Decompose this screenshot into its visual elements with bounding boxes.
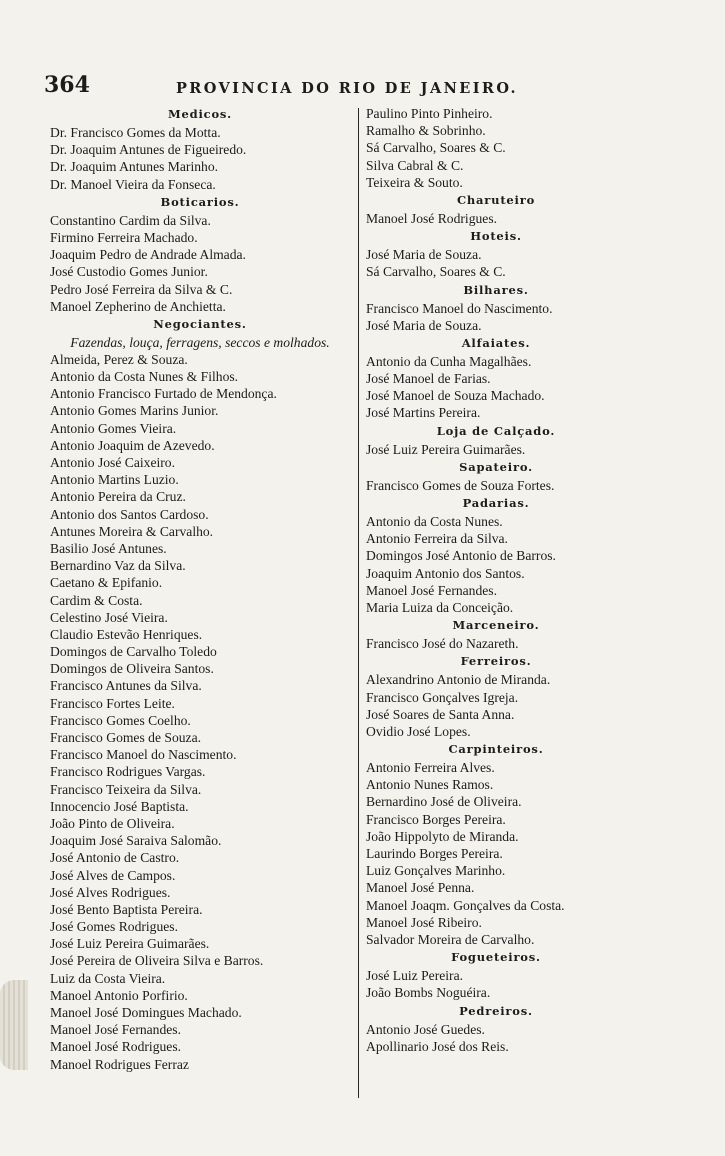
directory-entry: José Luiz Pereira Guimarães. (366, 441, 526, 457)
directory-entry: João Pinto de Oliveira. (50, 815, 175, 831)
directory-entry: Joaquim Antonio dos Santos. (366, 565, 525, 581)
directory-entry: José Gomes Rodrigues. (50, 919, 178, 935)
directory-entry: Antonio Gomes Marins Junior. (50, 403, 219, 419)
directory-entry: Joaquim José Saraiva Salomão. (50, 833, 222, 849)
directory-entry: Francisco Antunes da Silva. (50, 678, 202, 694)
directory-entry: Caetano & Epifanio. (50, 575, 163, 591)
section-heading: Ferreiros. (460, 654, 532, 669)
directory-entry: Francisco Gomes de Souza. (50, 730, 202, 745)
directory-entry: José Pereira de Oliveira Silva e Barros. (50, 953, 264, 969)
section-heading: Padarias. (462, 496, 530, 510)
directory-entry: Dr. Joaquim Antunes de Figueiredo. (50, 142, 247, 158)
section-heading: Pedreiros. (459, 1003, 533, 1018)
directory-entry: Francisco Gonçalves Igreja. (366, 689, 519, 705)
directory-entry: Sá Carvalho, Soares & C. (366, 264, 506, 280)
directory-entry: Innocencio José Baptista. (50, 798, 189, 814)
directory-entry: Francisco Teixeira da Silva. (50, 781, 202, 797)
directory-entry: Francisco José do Nazareth. (366, 636, 519, 652)
directory-entry: Antonio José Caixeiro. (50, 455, 175, 470)
directory-entry: Antonio da Costa Nunes & Filhos. (50, 369, 239, 385)
directory-entry: José Martins Pereira. (366, 405, 481, 421)
directory-entry: Francisco Manoel do Nascimento. (366, 300, 553, 316)
directory-entry: Silva Cabral & C. (366, 157, 464, 173)
section-heading: Fogueteiros. (451, 950, 541, 965)
directory-entry: Antonio José Guedes. (366, 1021, 485, 1037)
directory-entry: Francisco Borges Pereira. (366, 811, 506, 827)
section-heading: Carpinteiros. (448, 742, 544, 757)
directory-entry: Domingos José Antonio de Barros. (366, 548, 556, 564)
directory-entry: Bernardino José de Oliveira. (366, 794, 522, 810)
directory-entry: José Bento Baptista Pereira. (50, 901, 203, 917)
directory-entry: Francisco Manoel do Nascimento. (50, 747, 237, 763)
page-number: 364 (44, 72, 90, 98)
directory-entry: Antonio Pereira da Cruz. (50, 489, 186, 505)
directory-entry: Antonio Joaquim de Azevedo. (50, 437, 215, 453)
page-header (44, 72, 564, 102)
directory-entry: Antonio Martins Luzio. (50, 472, 179, 488)
directory-entry: Francisco Fortes Leite. (50, 695, 175, 711)
directory-entry: José Custodio Gomes Junior. (50, 264, 208, 280)
directory-entry: Manoel Antonio Porfirio. (50, 987, 188, 1003)
directory-entry: Cardim & Costa. (50, 592, 143, 608)
directory-entry: João Hippolyto de Miranda. (366, 828, 519, 844)
directory-entry: Pedro José Ferreira da Silva & C. (50, 281, 233, 297)
section-heading: Boticarios. (160, 194, 240, 209)
directory-entry: Firmino Ferreira Machado. (50, 229, 198, 245)
directory-entry: Antonio dos Santos Cardoso. (50, 506, 209, 522)
directory-entry: Manoel José Rodrigues. (50, 1039, 182, 1055)
directory-entry: Manoel José Rodrigues. (366, 210, 498, 226)
left-column (50, 105, 350, 1073)
directory-entry: José Alves de Campos. (50, 867, 176, 883)
directory-entry: Dr. Francisco Gomes da Motta. (50, 125, 221, 140)
directory-entry: Laurindo Borges Pereira. (366, 846, 503, 861)
directory-entry: Joaquim Pedro de Andrade Almada. (50, 247, 246, 263)
section-heading: Sapateiro. (459, 459, 533, 474)
directory-entry: Manoel Rodrigues Ferraz (50, 1056, 189, 1072)
directory-entry: Antonio da Costa Nunes. (366, 514, 503, 529)
directory-entry: José Luiz Pereira Guimarães. (50, 936, 210, 952)
section-heading: Alfaiates. (461, 335, 531, 350)
right-column (366, 105, 626, 1055)
directory-entry: Teixeira & Souto. (366, 174, 463, 190)
directory-entry: João Bombs Noguéira. (366, 985, 491, 1001)
section-heading: Hoteis. (470, 229, 522, 244)
directory-entry: Manoel José Domingues Machado. (50, 1005, 242, 1020)
directory-entry: Manoel Joaqm. Gonçalves da Costa. (366, 897, 565, 913)
directory-entry: Manoel José Fernandes. (366, 582, 497, 598)
directory-entry: Domingos de Oliveira Santos. (50, 661, 214, 677)
directory-entry: José Manoel de Farias. (366, 371, 491, 387)
directory-entry: Antonio Francisco Furtado de Mendonça. (50, 386, 277, 402)
directory-entry: Manoel José Fernandes. (50, 1022, 181, 1038)
directory-entry: José Maria de Souza. (366, 247, 482, 263)
directory-entry: José Soares de Santa Anna. (366, 706, 515, 722)
directory-entry: Antonio Nunes Ramos. (366, 777, 494, 793)
section-heading: Medicos. (167, 107, 232, 121)
directory-entry: Almeida, Perez & Souza. (50, 351, 188, 367)
directory-entry: Antonio da Cunha Magalhães. (366, 353, 532, 369)
directory-entry: Dr. Manoel Vieira da Fonseca. (50, 176, 216, 192)
directory-entry: Francisco Rodrigues Vargas. (50, 764, 206, 780)
directory-entry: Apollinario José dos Reis. (366, 1038, 509, 1054)
directory-entry: Alexandrino Antonio de Miranda. (366, 672, 551, 688)
directory-entry: José Antonio de Castro. (50, 850, 180, 866)
directory-entry: Antonio Gomes Vieira. (50, 420, 177, 436)
directory-entry: Basilio José Antunes. (50, 540, 167, 556)
directory-entry: Antonio Ferreira da Silva. (366, 531, 508, 547)
directory-entry: Celestino José Vieira. (50, 609, 168, 625)
directory-entry: Luiz Gonçalves Marinho. (366, 863, 506, 879)
directory-entry: José Luiz Pereira. (366, 968, 464, 984)
directory-entry: Paulino Pinto Pinheiro. (366, 106, 493, 121)
directory-entry: Bernardino Vaz da Silva. (50, 558, 186, 574)
directory-entry: Sá Carvalho, Soares & C. (366, 140, 506, 156)
directory-entry: Domingos de Carvalho Toledo (50, 644, 217, 660)
directory-entry: Ovidio José Lopes. (366, 723, 471, 739)
directory-entry: Claudio Estevão Henriques. (50, 626, 203, 642)
directory-entry: Francisco Gomes de Souza Fortes. (366, 477, 555, 493)
column-divider (358, 108, 359, 1098)
directory-entry: José Manoel de Souza Machado. (366, 388, 545, 404)
directory-entry: Antunes Moreira & Carvalho. (50, 523, 214, 539)
directory-entry: Manoel José Ribeiro. (366, 914, 482, 930)
directory-entry: Dr. Joaquim Antunes Marinho. (50, 159, 219, 175)
directory-entry: Manoel Zepherino de Anchietta. (50, 298, 226, 314)
section-heading: Charuteiro (456, 192, 536, 207)
directory-entry: Manoel José Penna. (366, 880, 475, 896)
section-subheading: Fazendas, louça, ferragens, seccos e molhados. (70, 334, 330, 350)
directory-entry: Luiz da Costa Vieira. (50, 970, 166, 986)
page-edge-stain (0, 980, 28, 1070)
directory-entry: Salvador Moreira de Carvalho. (366, 931, 535, 947)
directory-entry: José Alves Rodrigues. (50, 884, 171, 900)
running-title: PROVINCIA DO RIO DE JANEIRO. (176, 80, 518, 97)
directory-entry: Constantino Cardim da Silva. (50, 212, 211, 228)
section-heading: Negociantes. (153, 316, 247, 331)
directory-entry: Antonio Ferreira Alves. (366, 760, 495, 776)
section-heading: Loja de Calçado. (436, 423, 556, 438)
directory-entry: José Maria de Souza. (366, 317, 482, 333)
section-heading: Bilhares. (463, 282, 529, 297)
directory-entry: Maria Luiza da Conceição. (366, 599, 514, 615)
directory-entry: Ramalho & Sobrinho. (366, 123, 486, 139)
section-heading: Marceneiro. (452, 618, 540, 633)
directory-entry: Francisco Gomes Coelho. (50, 712, 191, 728)
